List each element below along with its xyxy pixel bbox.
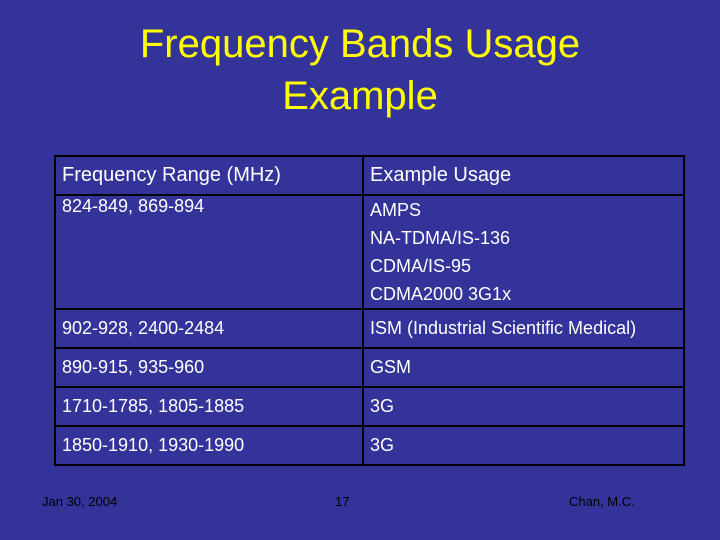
frequency-bands-table: [54, 155, 685, 466]
table-row: [55, 387, 684, 426]
cell-range: 824-849, 869-894: [55, 195, 363, 309]
cell-range: 1710-1785, 1805-1885: [55, 387, 363, 426]
footer-author: Chan, M.C.: [569, 494, 635, 509]
cell-range: 902-928, 2400-2484: [55, 309, 363, 348]
cell-usage: 3G: [363, 387, 684, 426]
header-example-usage: Example Usage: [363, 156, 684, 195]
cell-usage: 3G: [363, 426, 684, 465]
usage-item: AMPS: [370, 200, 422, 220]
table-row: [55, 348, 684, 387]
header-frequency-range: Frequency Range (MHz): [55, 156, 363, 195]
usage-item: CDMA/IS-95: [370, 256, 472, 276]
footer-page-number: 17: [335, 494, 350, 509]
table-header-row: [55, 156, 684, 195]
cell-usage: GSM: [363, 348, 684, 387]
cell-range: 1850-1910, 1930-1990: [55, 426, 363, 465]
slide-title-line-1: Frequency Bands Usage: [139, 22, 581, 66]
footer-date: Jan 30, 2004: [42, 494, 118, 509]
table-row: [55, 309, 684, 348]
cell-usage: [363, 195, 684, 309]
usage-item: NA-TDMA/IS-136: [370, 228, 511, 248]
table-row: [55, 426, 684, 465]
slide-title: [60, 18, 660, 122]
cell-range: 890-915, 935-960: [55, 348, 363, 387]
usage-item: CDMA2000 3G1x: [370, 284, 512, 304]
table-row: [55, 195, 684, 309]
slide-title-line-2: Example: [282, 74, 438, 118]
cell-usage: ISM (Industrial Scientific Medical): [363, 309, 684, 348]
